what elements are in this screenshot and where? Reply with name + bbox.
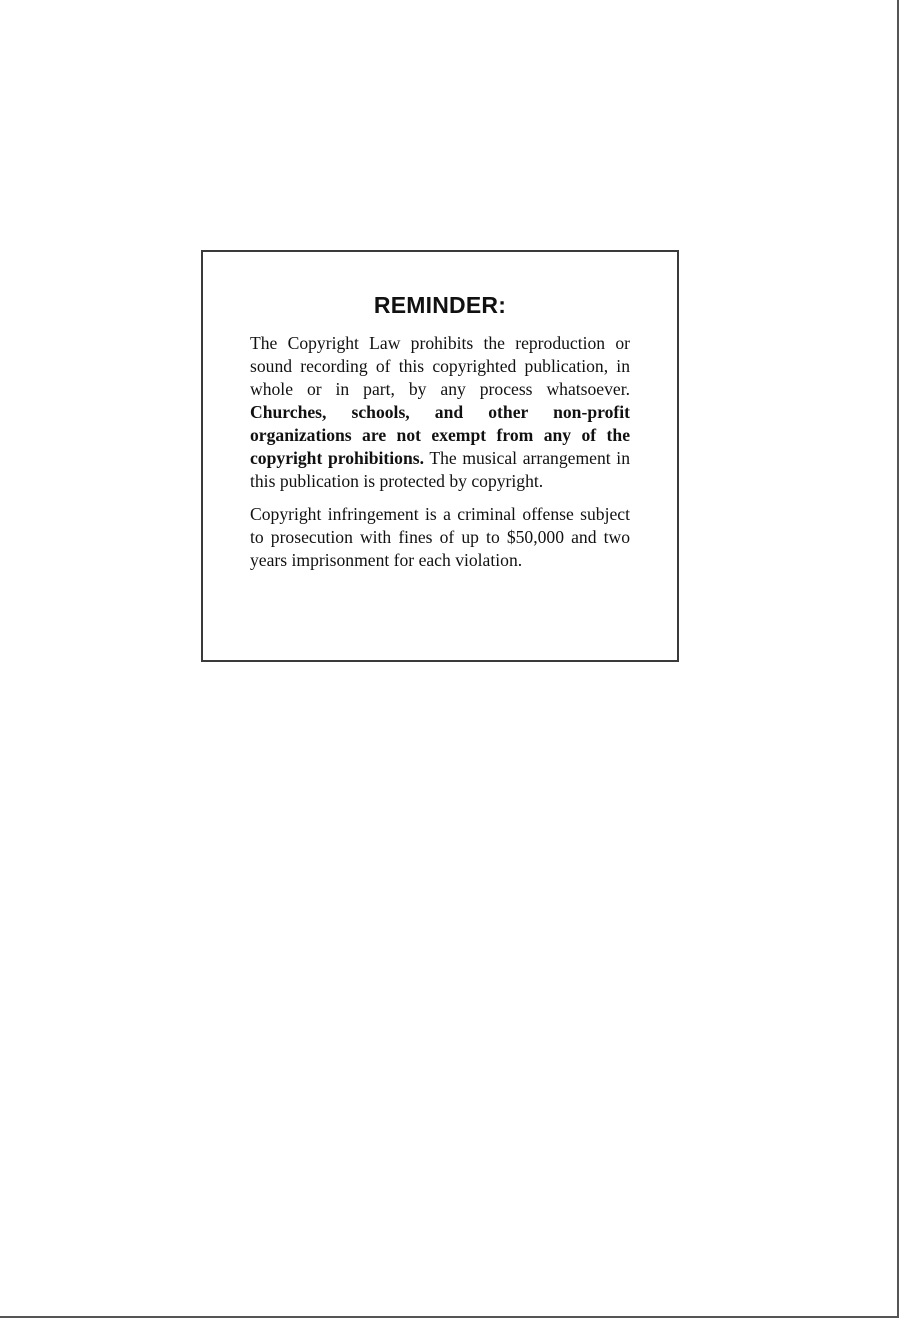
- copyright-law-intro: The Copyright Law prohibits the reproduction or sound recording of this copyrighted publication, in whole or in part, by any process whatsoever.: [250, 333, 630, 399]
- arrangement-protected-text: The musical arrangement in this publication is protected by copyright.: [250, 448, 630, 491]
- copyright-reminder-box: [201, 250, 679, 662]
- reminder-body: [250, 332, 630, 572]
- no-exemption-statement: Churches, schools, and other non-profit organizations are not exempt from any of the copyright prohibitions.: [250, 402, 630, 468]
- copyright-law-paragraph: [250, 332, 630, 493]
- reminder-heading: REMINDER:: [373, 292, 507, 318]
- infringement-penalty-paragraph: Copyright infringement is a criminal offense subject to prosecution with fines of up to $50,000 and two years imprisonment for each violation.: [250, 504, 630, 570]
